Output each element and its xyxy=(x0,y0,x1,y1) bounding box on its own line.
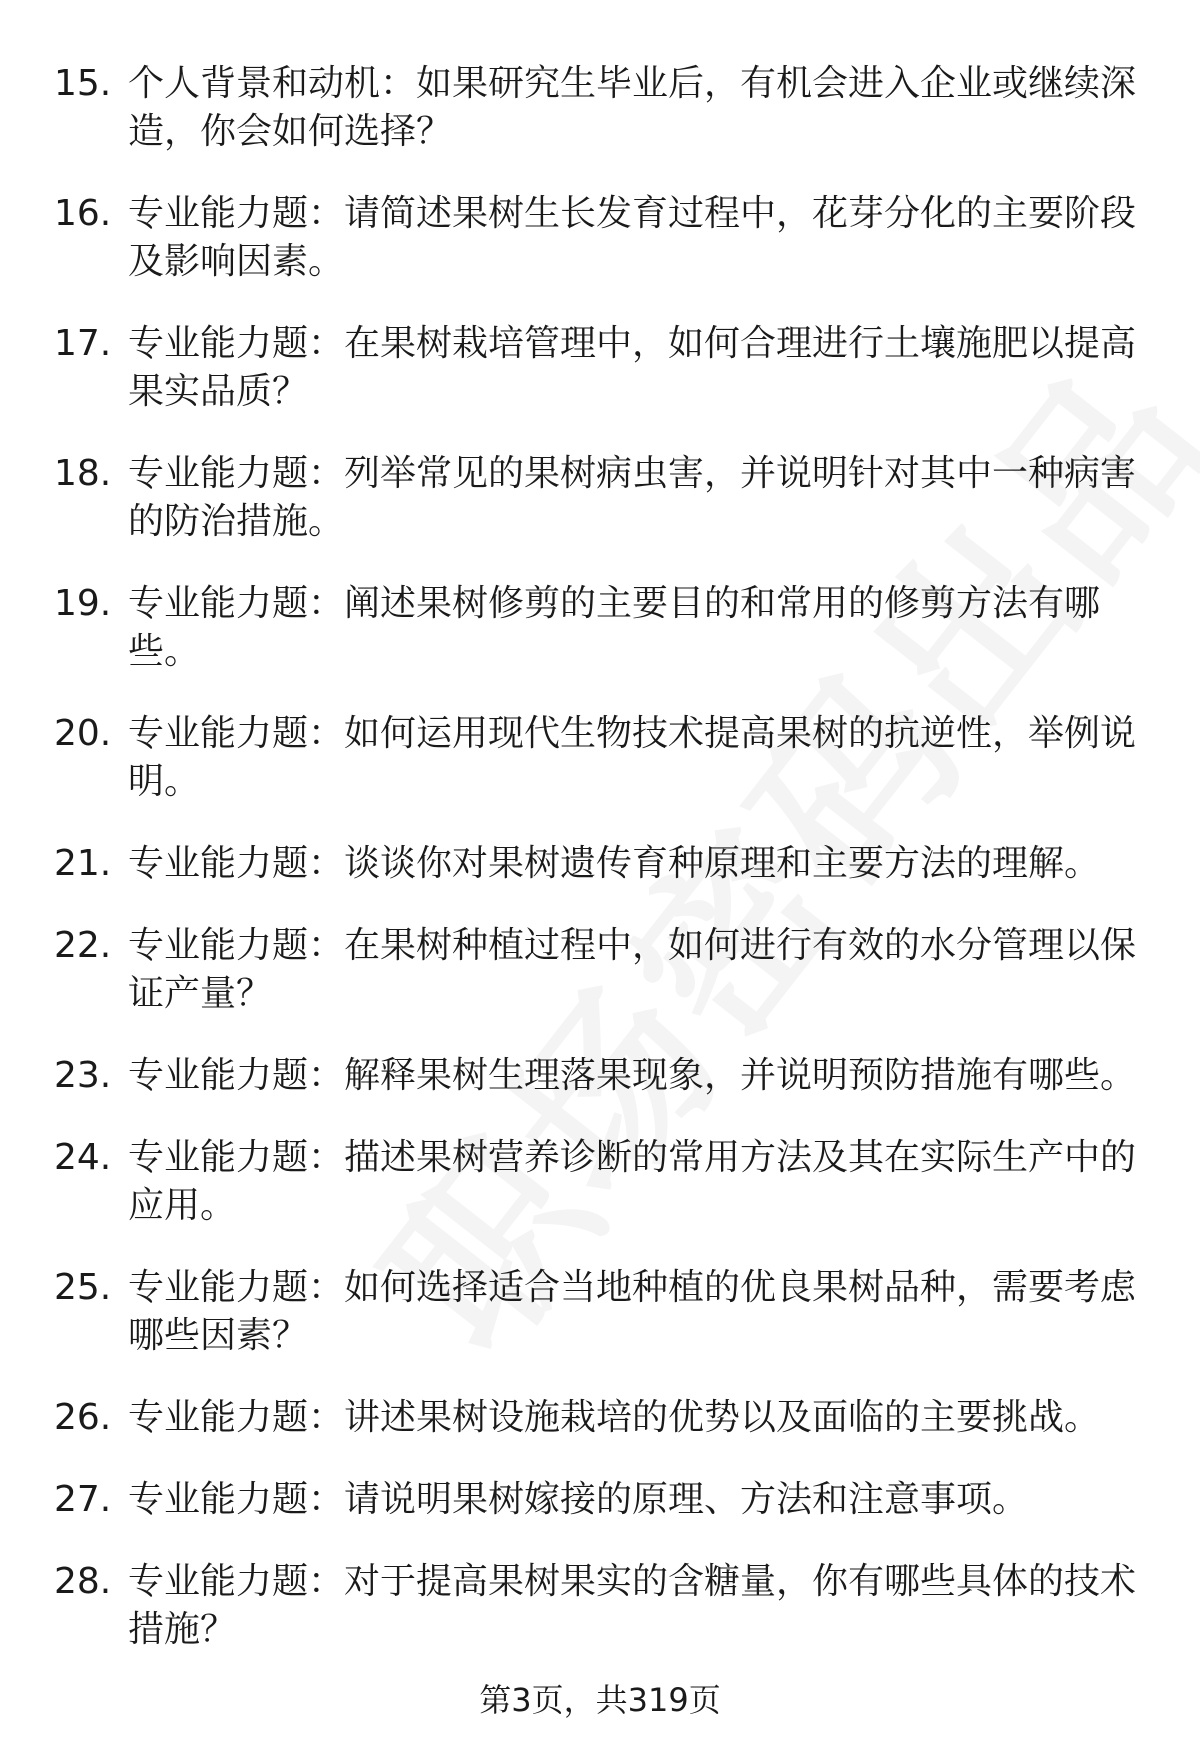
question-item xyxy=(54,1394,1144,1442)
question-text: 专业能力题：描述果树营养诊断的常用方法及其在实际生产中的应用。 xyxy=(128,1137,1137,1226)
question-item xyxy=(54,320,1144,416)
question-number: 24. xyxy=(54,1137,112,1178)
question-number: 23. xyxy=(54,1055,112,1096)
question-text: 专业能力题：解释果树生理落果现象，并说明预防措施有哪些。 xyxy=(128,1055,1137,1096)
question-item xyxy=(54,190,1144,286)
question-item xyxy=(54,840,1144,888)
question-text: 专业能力题：阐述果树修剪的主要目的和常用的修剪方法有哪些。 xyxy=(128,583,1101,672)
question-item xyxy=(54,450,1144,546)
question-number: 17. xyxy=(54,323,112,364)
question-text: 专业能力题：讲述果树设施栽培的优势以及面临的主要挑战。 xyxy=(128,1397,1101,1438)
question-number: 26. xyxy=(54,1397,112,1438)
question-item xyxy=(54,1134,1144,1230)
question-item xyxy=(54,922,1144,1018)
question-text: 个人背景和动机：如果研究生毕业后，有机会进入企业或继续深造，你会如何选择？ xyxy=(128,63,1137,152)
question-number: 18. xyxy=(54,453,112,494)
question-number: 21. xyxy=(54,843,112,884)
question-item xyxy=(54,1476,1144,1524)
question-text: 专业能力题：谈谈你对果树遗传育种原理和主要方法的理解。 xyxy=(128,843,1101,884)
question-item xyxy=(54,1052,1144,1100)
question-item xyxy=(54,1558,1144,1654)
question-text: 专业能力题：在果树栽培管理中，如何合理进行土壤施肥以提高果实品质？ xyxy=(128,323,1137,412)
page-footer: 第3页，共319页 xyxy=(479,1681,721,1719)
question-number: 27. xyxy=(54,1479,112,1520)
question-number: 19. xyxy=(54,583,112,624)
question-item xyxy=(54,60,1144,156)
question-text: 专业能力题：请说明果树嫁接的原理、方法和注意事项。 xyxy=(128,1479,1029,1520)
question-text: 专业能力题：列举常见的果树病虫害，并说明针对其中一种病害的防治措施。 xyxy=(128,453,1137,542)
question-text: 专业能力题：如何运用现代生物技术提高果树的抗逆性，举例说明。 xyxy=(128,713,1137,802)
question-list xyxy=(54,60,1144,1688)
question-number: 16. xyxy=(54,193,112,234)
question-number: 22. xyxy=(54,925,112,966)
question-item xyxy=(54,710,1144,806)
question-number: 25. xyxy=(54,1267,112,1308)
question-item xyxy=(54,580,1144,676)
question-number: 28. xyxy=(54,1561,112,1602)
question-text: 专业能力题：在果树种植过程中，如何进行有效的水分管理以保证产量？ xyxy=(128,925,1137,1014)
question-text: 专业能力题：对于提高果树果实的含糖量，你有哪些具体的技术措施？ xyxy=(128,1561,1137,1650)
question-item xyxy=(54,1264,1144,1360)
question-number: 15. xyxy=(54,63,112,104)
question-text: 专业能力题：如何选择适合当地种植的优良果树品种，需要考虑哪些因素？ xyxy=(128,1267,1137,1356)
question-text: 专业能力题：请简述果树生长发育过程中，花芽分化的主要阶段及影响因素。 xyxy=(128,193,1137,282)
question-number: 20. xyxy=(54,713,112,754)
